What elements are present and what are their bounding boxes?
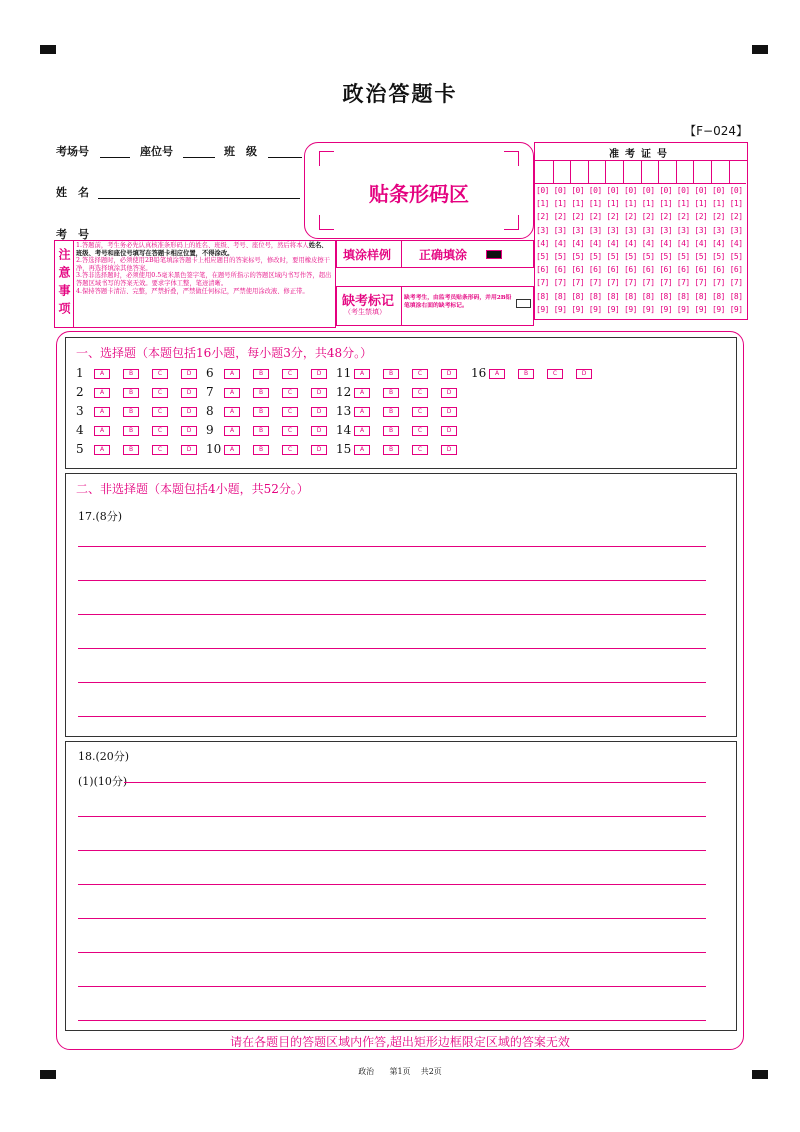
choice-option-a[interactable]: A — [354, 388, 370, 398]
admission-digit-bubble[interactable]: [3] — [659, 225, 673, 235]
admission-digit-bubble[interactable]: [5] — [536, 252, 549, 261]
registration-mark-top-right — [752, 45, 768, 54]
admission-digit-bubble[interactable]: [0] — [641, 186, 655, 195]
admission-digit-bubble[interactable]: [1] — [588, 199, 602, 209]
choice-option-b[interactable]: B — [383, 369, 399, 379]
choice-option-b[interactable]: B — [123, 445, 139, 455]
choice-option-d[interactable]: D — [311, 388, 327, 398]
choice-option-a[interactable]: A — [354, 407, 370, 417]
barcode-label: 贴条形码区 — [369, 182, 469, 206]
admission-digit-bubble[interactable]: [8] — [624, 291, 637, 301]
admission-digit-input[interactable] — [623, 161, 642, 184]
choice-option-c[interactable]: C — [547, 369, 563, 379]
admission-digit-bubble[interactable]: [1] — [694, 199, 708, 209]
note-1-bold: 姓名、班级、考号和座位号填写在答题卡相应位置，不得涂改。 — [76, 242, 328, 257]
page-title: 政治答题卡 — [342, 81, 458, 106]
section-open-title: 二、非选择题（本题包括4小题，共52分。） — [76, 482, 309, 496]
admission-digit-bubble[interactable]: [7] — [606, 278, 620, 288]
choice-option-b[interactable]: B — [123, 426, 139, 436]
answer-line[interactable] — [78, 580, 706, 581]
absent-desc: 缺考考生，由监考员贴条形码，并用2B铅笔填涂右面的缺考标记。 — [404, 295, 512, 309]
choice-option-d[interactable]: D — [181, 445, 197, 455]
answer-line[interactable] — [78, 850, 706, 851]
admission-digit-bubble[interactable]: [6] — [641, 265, 655, 275]
admission-digit-bubble[interactable]: [7] — [624, 278, 637, 288]
admission-digit-input[interactable] — [729, 161, 747, 184]
admission-digit-bubble[interactable]: [1] — [624, 199, 637, 209]
class-field[interactable] — [268, 156, 302, 158]
admission-digit-bubble[interactable]: [8] — [676, 291, 690, 301]
admission-digit-bubble[interactable]: [4] — [624, 238, 637, 248]
choice-option-b[interactable]: B — [383, 445, 399, 455]
absent-label: 缺考标记 — [342, 294, 395, 309]
choice-option-d[interactable]: D — [181, 388, 197, 398]
admission-digit-bubble[interactable]: [7] — [729, 278, 743, 288]
note-2: 2.答选择题时，必须使用2B铅笔填涂答题卡上相应题目的答案标号，修改时，要用橡皮擦干净，再选择填涂其他答案。 — [76, 257, 330, 272]
admission-digit-bubble[interactable]: [4] — [694, 238, 708, 248]
choice-option-a[interactable]: A — [94, 407, 110, 417]
admission-digit-bubble[interactable]: [6] — [659, 265, 673, 275]
question-number: 11 — [336, 366, 352, 380]
question-number: 1 — [76, 366, 84, 380]
admission-digit-input[interactable] — [535, 161, 554, 184]
admission-digit-bubble[interactable]: [3] — [571, 225, 585, 235]
admission-digit-bubble[interactable]: [3] — [712, 225, 725, 235]
admission-digit-bubble[interactable]: [7] — [676, 278, 690, 288]
admission-digit-bubble[interactable]: [7] — [553, 278, 567, 288]
question-number: 16 — [471, 366, 487, 380]
choice-option-c[interactable]: C — [152, 407, 168, 417]
choice-option-b[interactable]: B — [518, 369, 534, 379]
admission-digit-bubble[interactable]: [0] — [606, 186, 620, 195]
choice-option-b[interactable]: B — [253, 407, 269, 417]
admission-digit-bubble[interactable]: [2] — [571, 212, 585, 222]
admission-digit-bubble[interactable]: [6] — [571, 265, 585, 275]
admission-digit-bubble[interactable]: [2] — [588, 212, 602, 222]
admission-digit-bubble[interactable]: [3] — [694, 225, 708, 235]
absent-sub: （考生禁填） — [344, 308, 386, 316]
exam-room-field[interactable] — [100, 156, 130, 158]
admission-digit-bubble[interactable]: [9] — [712, 304, 725, 314]
admission-digit-bubble[interactable]: [4] — [606, 238, 620, 248]
choice-option-d[interactable]: D — [441, 445, 457, 455]
note-1: 1.答题前，考生务必先认真核准条形码上的姓名、班级、考号、座位号，然后将本人 — [76, 242, 309, 249]
answer-line[interactable] — [78, 918, 706, 919]
admission-digit-bubble[interactable]: [5] — [694, 252, 708, 261]
admission-digit-bubble[interactable]: [6] — [729, 265, 743, 275]
admission-digit-input[interactable] — [553, 161, 572, 184]
notes-body — [76, 242, 332, 295]
choice-option-a[interactable]: A — [354, 426, 370, 436]
seat-label: 座位号 — [140, 145, 173, 158]
choice-option-a[interactable]: A — [94, 426, 110, 436]
admission-digit-bubble[interactable]: [0] — [694, 186, 708, 195]
question-number: 15 — [336, 442, 352, 456]
admission-digit-input[interactable] — [641, 161, 660, 184]
class-label: 班 级 — [224, 145, 257, 158]
notes-box — [54, 240, 336, 328]
choice-option-b[interactable]: B — [123, 407, 139, 417]
admission-digit-bubble[interactable]: [1] — [676, 199, 690, 209]
admission-digit-input[interactable] — [711, 161, 730, 184]
admission-digit-bubble[interactable]: [3] — [536, 225, 549, 235]
admission-digit-bubble[interactable]: [8] — [588, 291, 602, 301]
question-17-label: 17.(8分) — [78, 510, 123, 523]
admission-digit-bubble[interactable]: [8] — [659, 291, 673, 301]
question-number: 14 — [336, 423, 352, 437]
seat-field[interactable] — [183, 156, 215, 158]
admission-digit-bubble[interactable]: [6] — [606, 265, 620, 275]
admission-digit-bubble[interactable]: [4] — [588, 238, 602, 248]
answer-line[interactable] — [78, 1020, 706, 1021]
footer-subject: 政治 — [358, 1067, 375, 1076]
admission-digit-bubble[interactable]: [5] — [676, 252, 690, 261]
admission-digit-bubble[interactable]: [5] — [553, 252, 567, 261]
admission-digit-bubble[interactable]: [9] — [624, 304, 637, 314]
choice-option-b[interactable]: B — [253, 388, 269, 398]
admission-digit-bubble[interactable]: [0] — [536, 186, 549, 195]
admission-digit-bubble[interactable]: [2] — [536, 212, 549, 222]
admission-digit-bubble[interactable]: [3] — [676, 225, 690, 235]
admission-digit-bubble[interactable]: [7] — [659, 278, 673, 288]
choice-option-d[interactable]: D — [441, 388, 457, 398]
admission-digit-input[interactable] — [658, 161, 677, 184]
admission-digit-bubble[interactable]: [6] — [588, 265, 602, 275]
choice-option-d[interactable]: D — [441, 426, 457, 436]
choice-option-b[interactable]: B — [253, 369, 269, 379]
choice-option-d[interactable]: D — [576, 369, 592, 379]
admission-digit-bubble[interactable]: [3] — [606, 225, 620, 235]
admission-digit-bubble[interactable]: [9] — [729, 304, 743, 314]
section-choice-title: 一、选择题（本题包括16小题，每小题3分，共48分。） — [76, 346, 373, 360]
admission-digit-bubble[interactable]: [9] — [588, 304, 602, 314]
question-number: 13 — [336, 404, 352, 418]
footer-total: 共2页 — [420, 1067, 442, 1076]
admission-digit-bubble[interactable]: [2] — [606, 212, 620, 222]
admission-digit-bubble[interactable]: [0] — [624, 186, 637, 195]
choice-option-a[interactable]: A — [94, 369, 110, 379]
choice-option-c[interactable]: C — [152, 426, 168, 436]
admission-digit-bubble[interactable]: [3] — [729, 225, 743, 235]
exam-room-label: 考场号 — [56, 145, 89, 158]
choice-option-c[interactable]: C — [282, 426, 298, 436]
choice-option-c[interactable]: C — [152, 388, 168, 398]
admission-digit-bubble[interactable]: [4] — [729, 238, 743, 248]
admission-digit-bubble[interactable]: [1] — [712, 199, 725, 209]
admission-digit-bubble[interactable]: [0] — [712, 186, 725, 195]
choice-option-d[interactable]: D — [311, 445, 327, 455]
question-number: 3 — [76, 404, 84, 418]
question-number: 7 — [206, 385, 214, 399]
admission-digit-bubble[interactable]: [9] — [659, 304, 673, 314]
admission-digit-bubble[interactable]: [8] — [606, 291, 620, 301]
admission-digit-bubble[interactable]: [2] — [676, 212, 690, 222]
admission-digit-input[interactable] — [693, 161, 712, 184]
admission-digit-bubble[interactable]: [9] — [553, 304, 567, 314]
admission-digit-bubble[interactable]: [2] — [729, 212, 743, 222]
admission-digit-bubble[interactable]: [9] — [536, 304, 549, 314]
admission-digit-bubble[interactable]: [6] — [676, 265, 690, 275]
notes-heading: 注意事项 — [55, 241, 74, 327]
page-footer — [0, 1066, 800, 1077]
section-open — [65, 473, 737, 737]
admission-digit-bubble[interactable]: [8] — [712, 291, 725, 301]
question-number: 6 — [206, 366, 214, 380]
answer-line[interactable] — [78, 648, 706, 649]
admission-digit-bubble[interactable]: [9] — [641, 304, 655, 314]
admission-digit-input[interactable] — [676, 161, 695, 184]
choice-option-b[interactable]: B — [383, 426, 399, 436]
admission-digit-bubble[interactable]: [7] — [712, 278, 725, 288]
admission-digit-bubble[interactable]: [2] — [659, 212, 673, 222]
admission-digit-bubble[interactable]: [2] — [624, 212, 637, 222]
admission-digit-bubble[interactable]: [1] — [536, 199, 549, 209]
barcode-area — [304, 142, 534, 239]
answer-line[interactable] — [78, 986, 706, 987]
admission-digit-bubble[interactable]: [8] — [729, 291, 743, 301]
choice-option-b[interactable]: B — [383, 407, 399, 417]
choice-option-a[interactable]: A — [224, 445, 240, 455]
admission-digit-bubble[interactable]: [2] — [553, 212, 567, 222]
admission-digit-bubble[interactable]: [4] — [641, 238, 655, 248]
answer-line[interactable] — [78, 716, 706, 717]
admission-digit-bubble[interactable]: [9] — [571, 304, 585, 314]
choice-option-d[interactable]: D — [441, 407, 457, 417]
choice-option-c[interactable]: C — [152, 445, 168, 455]
choice-option-b[interactable]: B — [123, 388, 139, 398]
admission-digit-bubble[interactable]: [5] — [641, 252, 655, 261]
name-label: 姓 名 — [56, 186, 89, 199]
admission-digit-bubble[interactable]: [7] — [588, 278, 602, 288]
answer-line[interactable] — [124, 782, 706, 783]
question-number: 10 — [206, 442, 222, 456]
question-number: 12 — [336, 385, 352, 399]
answer-line[interactable] — [78, 614, 706, 615]
admission-digit-bubble[interactable]: [1] — [659, 199, 673, 209]
admission-digit-bubble[interactable]: [8] — [571, 291, 585, 301]
fill-example-area — [336, 240, 532, 326]
admission-digit-bubble[interactable]: [2] — [641, 212, 655, 222]
admission-digit-bubble[interactable]: [5] — [624, 252, 637, 261]
admission-digit-bubble[interactable]: [5] — [659, 252, 673, 261]
admission-digit-bubble[interactable]: [6] — [553, 265, 567, 275]
choice-option-c[interactable]: C — [282, 388, 298, 398]
choice-option-a[interactable]: A — [224, 388, 240, 398]
question-number: 8 — [206, 404, 214, 418]
admission-digit-bubble[interactable]: [0] — [676, 186, 690, 195]
choice-option-d[interactable]: D — [441, 369, 457, 379]
choice-option-b[interactable]: B — [383, 388, 399, 398]
admission-digit-bubble[interactable]: [4] — [676, 238, 690, 248]
admission-digit-bubble[interactable]: [8] — [694, 291, 708, 301]
admission-digit-bubble[interactable]: [3] — [588, 225, 602, 235]
question-number: 4 — [76, 423, 84, 437]
admission-digit-bubble[interactable]: [0] — [729, 186, 743, 195]
absent-checkbox[interactable] — [516, 299, 531, 308]
admission-digit-bubble[interactable]: [9] — [606, 304, 620, 314]
admission-digit-bubble[interactable]: [4] — [536, 238, 549, 248]
choice-option-a[interactable]: A — [94, 445, 110, 455]
admission-digit-bubble[interactable]: [0] — [659, 186, 673, 195]
answer-line[interactable] — [78, 816, 706, 817]
choice-option-c[interactable]: C — [282, 445, 298, 455]
choice-option-d[interactable]: D — [311, 369, 327, 379]
admission-digit-bubble[interactable]: [7] — [536, 278, 549, 288]
answer-line[interactable] — [78, 884, 706, 885]
choice-option-c[interactable]: C — [412, 407, 428, 417]
choice-option-c[interactable]: C — [282, 407, 298, 417]
admission-digit-bubble[interactable]: [1] — [606, 199, 620, 209]
exam-no-label: 考 号 — [56, 228, 89, 241]
admission-digit-bubble[interactable]: [7] — [641, 278, 655, 288]
choice-option-c[interactable]: C — [412, 388, 428, 398]
admission-digit-bubble[interactable]: [5] — [588, 252, 602, 261]
registration-mark-top-left — [40, 45, 56, 54]
question-number: 2 — [76, 385, 84, 399]
admission-digit-bubble[interactable]: [1] — [553, 199, 567, 209]
admission-digit-bubble[interactable]: [7] — [571, 278, 585, 288]
section-q18 — [65, 741, 737, 1031]
choice-option-a[interactable]: A — [224, 369, 240, 379]
choice-option-c[interactable]: C — [412, 445, 428, 455]
admission-digit-bubble[interactable]: [1] — [729, 199, 743, 209]
choice-option-c[interactable]: C — [412, 426, 428, 436]
correct-fill-label: 正确填涂 — [419, 248, 468, 262]
admission-digit-bubble[interactable]: [4] — [571, 238, 585, 248]
choice-option-a[interactable]: A — [354, 445, 370, 455]
choice-option-b[interactable]: B — [123, 369, 139, 379]
admission-digit-bubble[interactable]: [4] — [553, 238, 567, 248]
admission-digit-bubble[interactable]: [8] — [641, 291, 655, 301]
admission-digit-input[interactable] — [570, 161, 589, 184]
choice-option-c[interactable]: C — [412, 369, 428, 379]
choice-option-d[interactable]: D — [181, 426, 197, 436]
note-4: 4.保持答题卡清洁、完整，严禁折叠，严禁做任何标记，严禁使用涂改液、修正带。 — [76, 287, 309, 295]
question-number: 5 — [76, 442, 84, 456]
admission-digit-bubble[interactable]: [0] — [571, 186, 585, 195]
footer-page: 第1页 — [389, 1067, 411, 1076]
choice-option-a[interactable]: A — [224, 407, 240, 417]
answer-line[interactable] — [78, 952, 706, 953]
choice-option-d[interactable]: D — [311, 407, 327, 417]
admission-digit-bubble[interactable]: [3] — [624, 225, 637, 235]
name-field[interactable] — [98, 197, 300, 199]
choice-option-a[interactable]: A — [354, 369, 370, 379]
question-number: 9 — [206, 423, 214, 437]
admission-digit-bubble[interactable]: [0] — [588, 186, 602, 195]
admission-digit-bubble[interactable]: [6] — [712, 265, 725, 275]
admission-number-grid — [534, 142, 748, 320]
choice-option-c[interactable]: C — [282, 369, 298, 379]
form-code: 【F−024】 — [684, 124, 748, 138]
admission-digit-bubble[interactable]: [2] — [712, 212, 725, 222]
admission-digit-input[interactable] — [588, 161, 607, 184]
choice-option-a[interactable]: A — [94, 388, 110, 398]
choice-option-d[interactable]: D — [311, 426, 327, 436]
admission-digit-bubble[interactable]: [8] — [553, 291, 567, 301]
admission-digit-bubble[interactable]: [4] — [659, 238, 673, 248]
admission-digit-bubble[interactable]: [3] — [641, 225, 655, 235]
admission-digit-bubble[interactable]: [5] — [571, 252, 585, 261]
answer-line[interactable] — [78, 546, 706, 547]
admission-digit-bubble[interactable]: [1] — [571, 199, 585, 209]
admission-digit-bubble[interactable]: [6] — [536, 265, 549, 275]
fill-example-label: 填涂样例 — [343, 248, 392, 262]
admission-digit-bubble[interactable]: [5] — [729, 252, 743, 261]
choice-option-d[interactable]: D — [181, 407, 197, 417]
footer-note: 请在各题目的答题区域内作答,超出矩形边框限定区域的答案无效 — [230, 1035, 570, 1049]
answer-line[interactable] — [78, 682, 706, 683]
admission-digit-bubble[interactable]: [9] — [694, 304, 708, 314]
choice-option-d[interactable]: D — [181, 369, 197, 379]
choice-option-a[interactable]: A — [489, 369, 505, 379]
admission-digit-bubble[interactable]: [6] — [694, 265, 708, 275]
admission-digit-bubble[interactable]: [1] — [641, 199, 655, 209]
choice-option-c[interactable]: C — [152, 369, 168, 379]
admission-digit-bubble[interactable]: [0] — [553, 186, 567, 195]
choice-option-b[interactable]: B — [253, 445, 269, 455]
admission-digit-bubble[interactable]: [7] — [694, 278, 708, 288]
admission-digit-bubble[interactable]: [8] — [536, 291, 549, 301]
admission-digit-bubble[interactable]: [3] — [553, 225, 567, 235]
admission-digit-bubble[interactable]: [9] — [676, 304, 690, 314]
admission-title: 准考证号 — [535, 145, 747, 161]
admission-digit-bubble[interactable]: [2] — [694, 212, 708, 222]
admission-digit-bubble[interactable]: [4] — [712, 238, 725, 248]
correct-fill-sample — [486, 250, 502, 259]
admission-digit-bubble[interactable]: [6] — [624, 265, 637, 275]
choice-option-b[interactable]: B — [253, 426, 269, 436]
admission-digit-bubble[interactable]: [5] — [712, 252, 725, 261]
question-18-1-label: (1)(10分) — [78, 775, 128, 788]
note-3: 3.答非选择题时，必须使用0.5毫米黑色签字笔，在题号所指示的答题区域内书写作答，超出答题区域书写的答案无效。要求字体工整，笔迹清晰。 — [76, 272, 332, 287]
section-choice — [65, 337, 737, 469]
choice-option-a[interactable]: A — [224, 426, 240, 436]
question-18-label: 18.(20分) — [78, 750, 130, 763]
admission-digit-bubble[interactable]: [5] — [606, 252, 620, 261]
admission-digit-input[interactable] — [605, 161, 624, 184]
